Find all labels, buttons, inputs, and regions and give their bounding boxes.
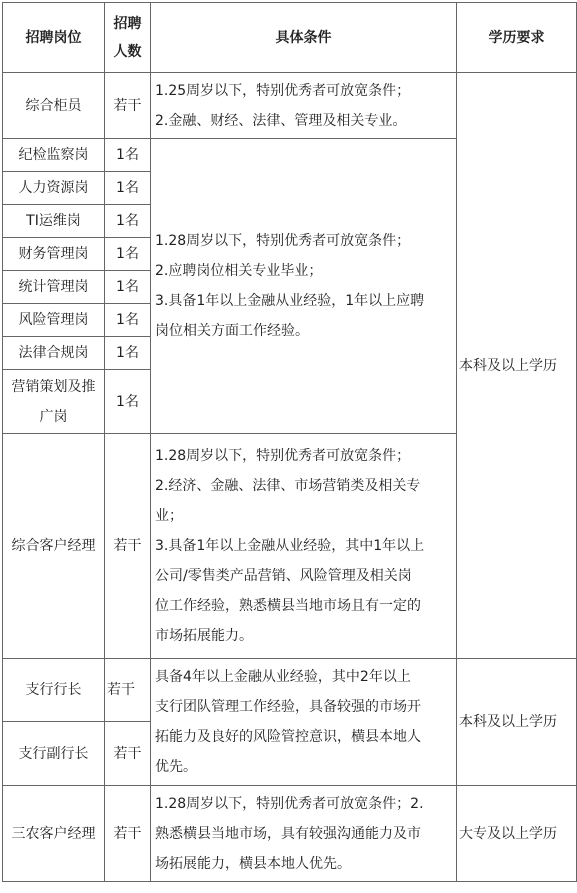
count-cell: 若干 — [105, 434, 151, 659]
position-cell: 支行副行长 — [3, 722, 105, 786]
header-count — [105, 3, 151, 73]
position-cell: 三农客户经理 — [3, 786, 105, 882]
header-position: 招聘岗位 — [3, 3, 105, 73]
count-cell: 1名 — [105, 370, 151, 434]
header-count-line2: 人数 — [113, 43, 142, 60]
condition-line: 3.具备1年以上金融从业经验，其中1年以上 — [155, 538, 425, 554]
condition-line: 支行团队管理工作经验，具备较强的市场开 — [155, 699, 421, 715]
condition-line: 1.28周岁以下，特别优秀者可放宽条件； — [155, 448, 411, 464]
position-cell — [3, 370, 105, 434]
header-education: 学历要求 — [457, 3, 577, 73]
position-cell: 综合客户经理 — [3, 434, 105, 659]
position-cell: 人力资源岗 — [3, 172, 105, 205]
count-cell: 若干 — [105, 73, 151, 139]
condition-line: 位工作经验，熟悉横县当地市场且有一定的 — [155, 598, 421, 614]
condition-line: 2.经济、金融、法律、市场营销类及相关专 — [155, 478, 421, 494]
position-cell: 法律合规岗 — [3, 337, 105, 370]
condition-line: 3.具备1年以上金融从业经验，1年以上应聘 — [155, 293, 425, 309]
table-header-row — [3, 3, 577, 73]
education-cell: 本科及以上学历 — [457, 659, 577, 786]
count-cell: 1名 — [105, 337, 151, 370]
condition-line: 1.25周岁以下，特别优秀者可放宽条件； — [155, 82, 411, 99]
conditions-cell — [151, 139, 457, 434]
condition-line: 岗位相关方面工作经验。 — [155, 323, 309, 339]
condition-line: 具备4年以上金融从业经验，其中2年以上 — [155, 669, 411, 685]
condition-line: 优先。 — [155, 759, 197, 775]
position-line: 营销策划及推 — [11, 378, 96, 395]
recruitment-table — [2, 2, 577, 882]
condition-line: 场拓展能力，横县本地人优先。 — [155, 855, 351, 872]
table-row — [3, 73, 577, 139]
count-cell: 1名 — [105, 271, 151, 304]
condition-line: 2.金融、财经、法律、管理及相关专业。 — [155, 112, 407, 129]
count-cell: 1名 — [105, 172, 151, 205]
position-line: 广岗 — [39, 408, 68, 425]
education-cell: 大专及以上学历 — [457, 786, 577, 882]
table-row — [3, 659, 577, 722]
count-cell: 若干 — [105, 786, 151, 882]
education-cell: 本科及以上学历 — [457, 73, 577, 659]
condition-line: 1.28周岁以下，特别优秀者可放宽条件； — [155, 233, 411, 249]
header-conditions: 具体条件 — [151, 3, 457, 73]
condition-line: 业； — [155, 508, 183, 524]
count-cell: 若干 — [105, 722, 151, 786]
position-cell: 支行行长 — [3, 659, 105, 722]
condition-line: 熟悉横县当地市场，具有较强沟通能力及市 — [155, 825, 421, 842]
position-cell: 风险管理岗 — [3, 304, 105, 337]
condition-line: 1.28周岁以下，特别优秀者可放宽条件；2. — [155, 795, 424, 812]
condition-line: 市场拓展能力。 — [155, 628, 253, 644]
position-cell: TI运维岗 — [3, 205, 105, 238]
conditions-cell — [151, 434, 457, 659]
count-cell: 若干 — [105, 659, 151, 722]
condition-line: 公司/零售类产品营销、风险管理及相关岗 — [155, 568, 412, 584]
condition-line: 拓能力及良好的风险管控意识，横县本地人 — [155, 729, 421, 745]
conditions-cell — [151, 786, 457, 882]
position-cell: 统计管理岗 — [3, 271, 105, 304]
conditions-cell — [151, 73, 457, 139]
position-cell: 财务管理岗 — [3, 238, 105, 271]
table-row — [3, 786, 577, 882]
conditions-cell — [151, 659, 457, 786]
count-cell: 1名 — [105, 304, 151, 337]
count-cell: 1名 — [105, 139, 151, 172]
condition-line: 2.应聘岗位相关专业毕业； — [155, 263, 323, 279]
count-cell: 1名 — [105, 205, 151, 238]
position-cell: 综合柜员 — [3, 73, 105, 139]
position-cell: 纪检监察岗 — [3, 139, 105, 172]
header-count-line1: 招聘 — [113, 15, 142, 32]
count-cell: 1名 — [105, 238, 151, 271]
